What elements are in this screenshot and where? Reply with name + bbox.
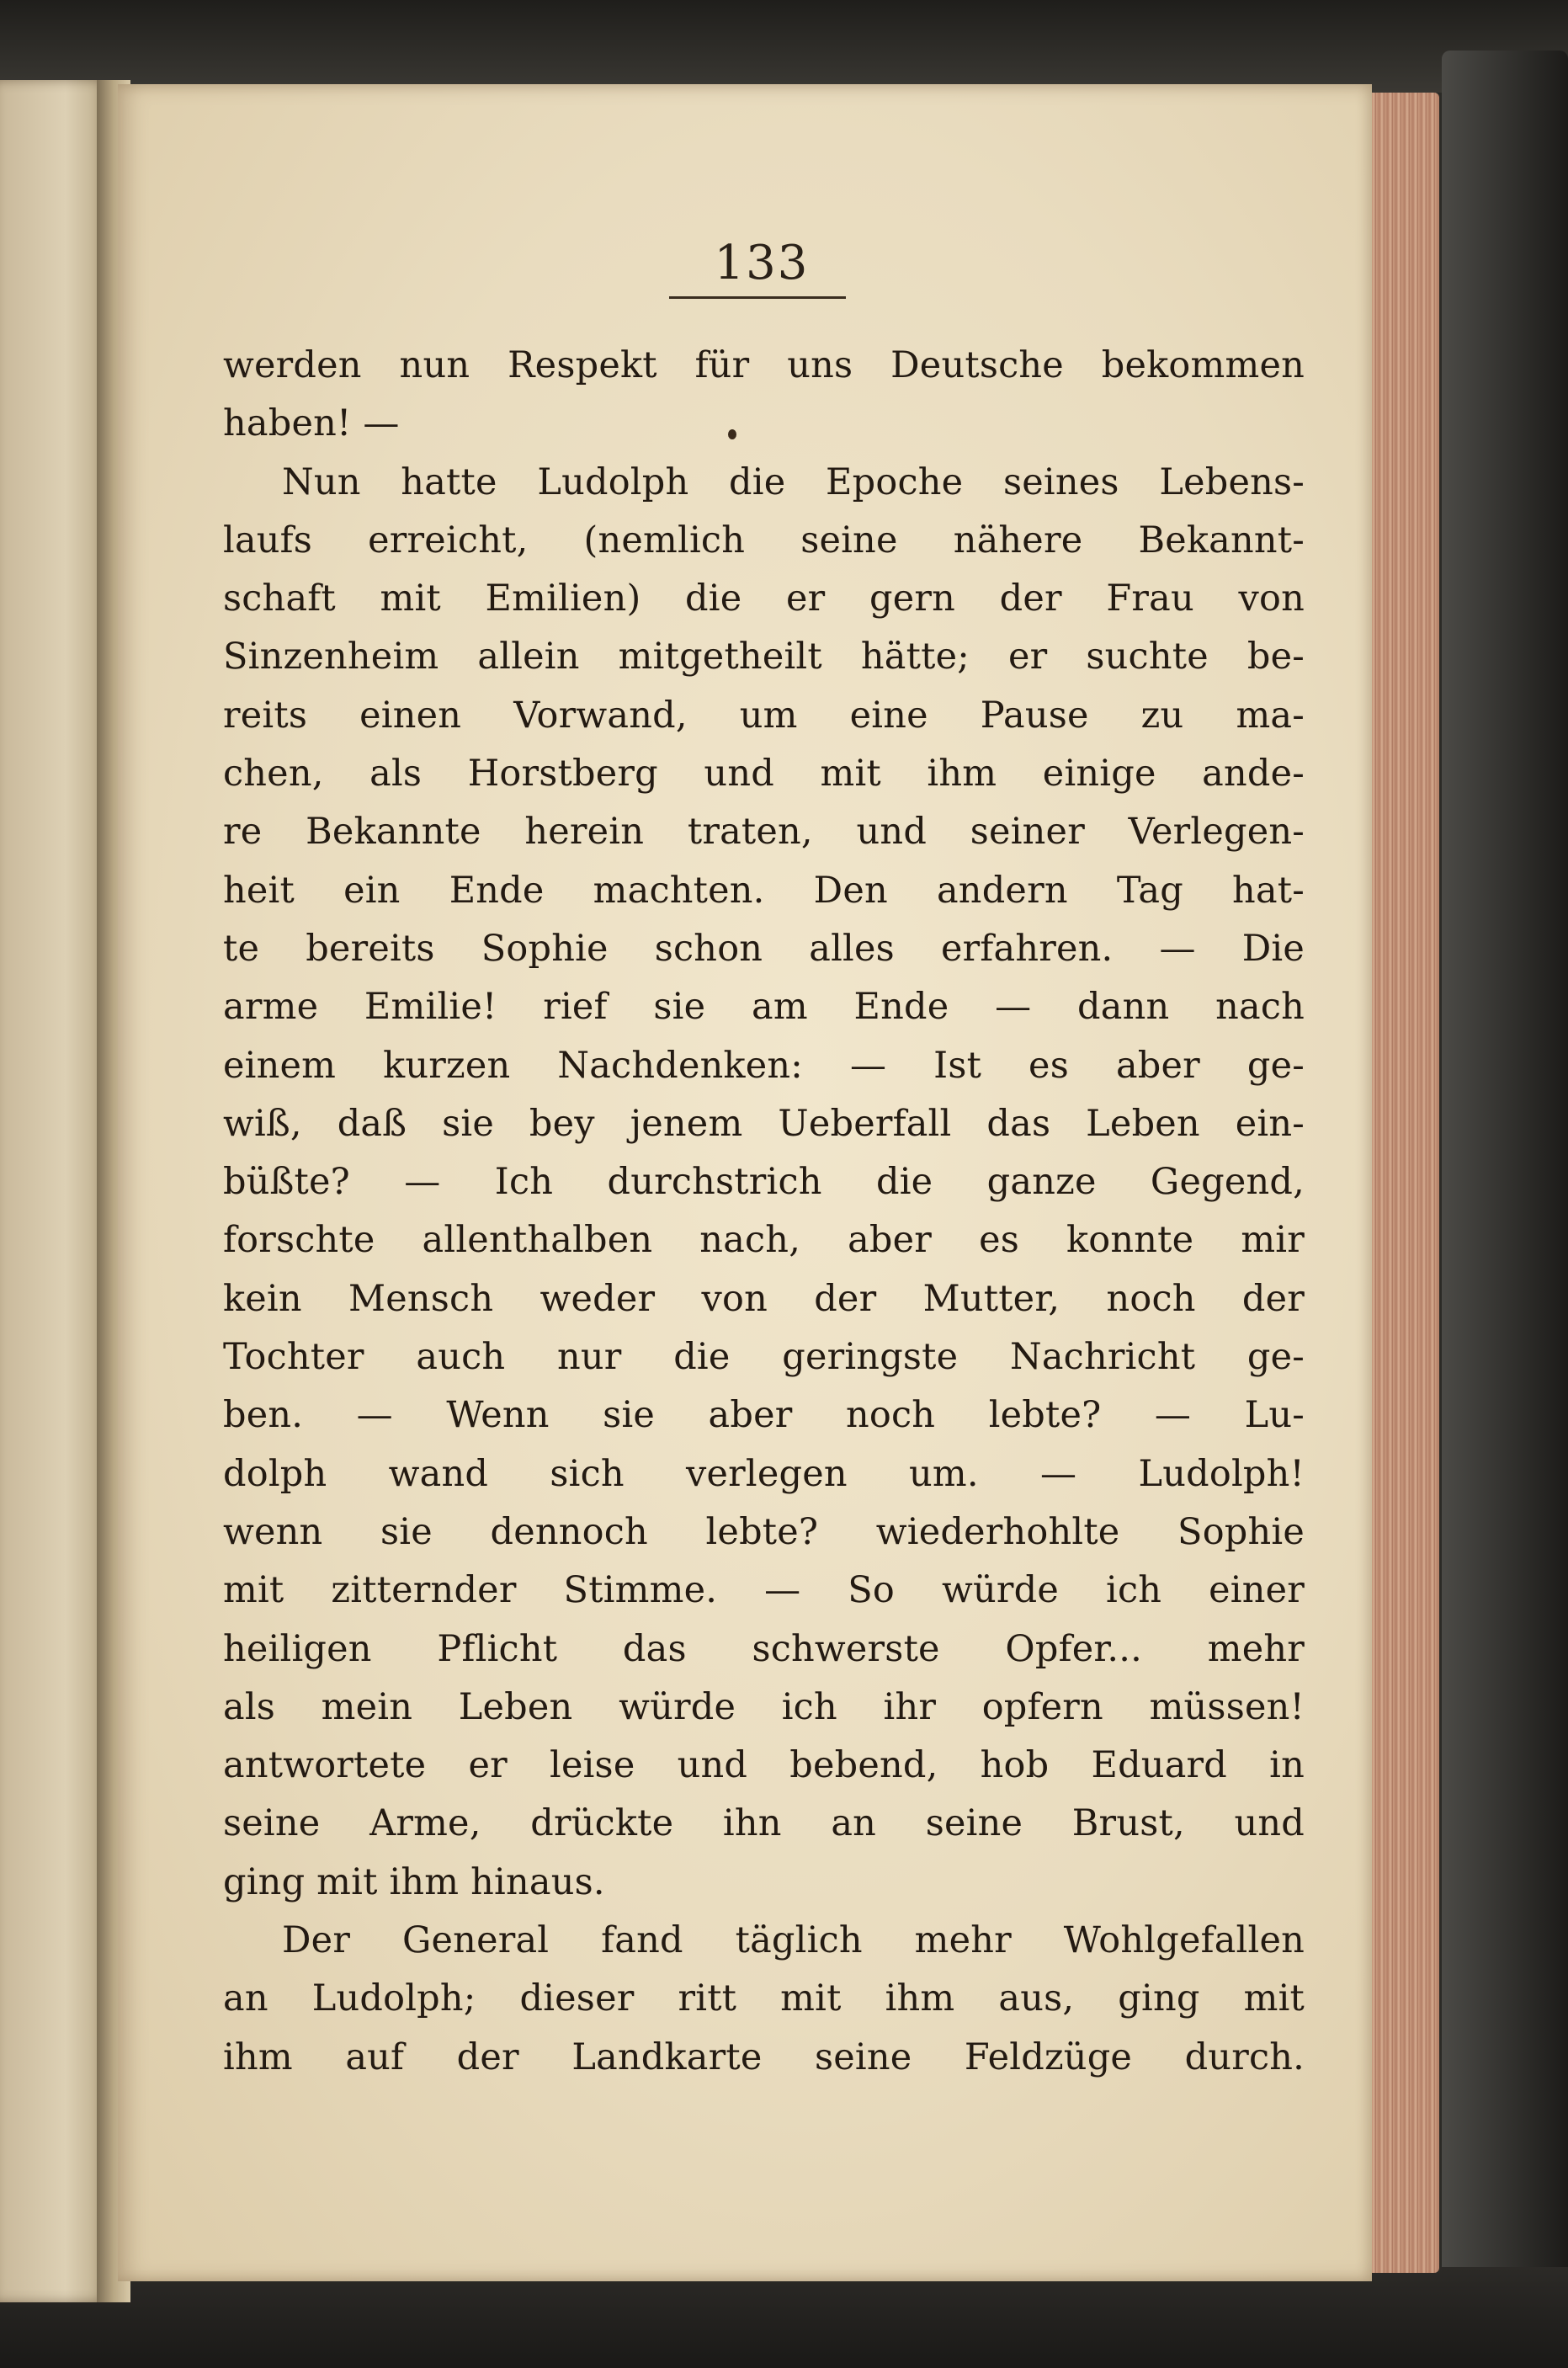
text-line: heit ein Ende machten. Den andern Tag hat- <box>223 869 1305 912</box>
text-line: wenn sie dennoch lebte? wiederhohlte Sophie <box>223 1510 1305 1553</box>
book-binding-bottom <box>0 2267 1568 2368</box>
page-number: 133 <box>714 236 810 290</box>
page-text <box>223 337 1305 2087</box>
text-line: dolph wand sich verlegen um. — Ludolph! <box>223 1452 1305 1495</box>
text-line: haben! — <box>223 402 400 445</box>
text-line: Der General fand täglich mehr Wohlgefallen <box>282 1919 1305 1962</box>
book-binding-top <box>0 0 1568 93</box>
text-line: als mein Leben würde ich ihr opfern müssen! <box>223 1685 1305 1728</box>
previous-page-edge <box>0 80 109 2302</box>
text-line: büßte? — Ich durchstrich die ganze Gegend, <box>223 1161 1305 1204</box>
text-line: ihm auf der Landkarte seine Feldzüge durch. <box>223 2035 1305 2078</box>
text-line: einem kurzen Nachdenken: — Ist es aber ge- <box>223 1044 1305 1087</box>
text-line: Sinzenheim allein mitgetheilt hätte; er suchte be- <box>223 636 1305 678</box>
text-line: Tochter auch nur die geringste Nachricht ge- <box>223 1336 1305 1379</box>
text-line: schaft mit Emilien) die er gern der Frau von <box>223 577 1305 620</box>
text-line: ging mit ihm hinaus. <box>223 1860 605 1903</box>
text-line: re Bekannte herein traten, und seiner Verlegen- <box>223 811 1305 854</box>
text-line: kein Mensch weder von der Mutter, noch der <box>223 1277 1305 1320</box>
text-line: an Ludolph; dieser ritt mit ihm aus, ging mit <box>223 1977 1305 2020</box>
book-cover-edge <box>1442 51 1568 2307</box>
text-line: seine Arme, drückte ihn an seine Brust, und <box>223 1802 1305 1845</box>
text-line: werden nun Respekt für uns Deutsche bekommen <box>223 344 1305 386</box>
text-line: heiligen Pflicht das schwerste Opfer... mehr <box>223 1627 1305 1670</box>
text-line: laufs erreicht, (nemlich seine nähere Bekannt- <box>223 519 1305 561</box>
text-line: te bereits Sophie schon alles erfahren. — Die <box>223 927 1305 970</box>
text-line: Nun hatte Ludolph die Epoche seines Lebens- <box>282 460 1305 503</box>
text-line: reits einen Vorwand, um eine Pause zu ma- <box>223 694 1305 737</box>
text-line: arme Emilie! rief sie am Ende — dann nach <box>223 986 1305 1029</box>
text-line: chen, als Horstberg und mit ihm einige ande- <box>223 753 1305 796</box>
text-line: ben. — Wenn sie aber noch lebte? — Lu- <box>223 1394 1305 1437</box>
text-line: antwortete er leise und bebend, hob Eduard in <box>223 1744 1305 1787</box>
page-number-underline <box>669 296 846 299</box>
text-line: forschte allenthalben nach, aber es konnte mir <box>223 1219 1305 1262</box>
book-page <box>118 84 1372 2281</box>
text-line: wiß, daß sie bey jenem Ueberfall das Leben ein- <box>223 1102 1305 1145</box>
text-line: mit zitternder Stimme. — So würde ich einer <box>223 1569 1305 1612</box>
